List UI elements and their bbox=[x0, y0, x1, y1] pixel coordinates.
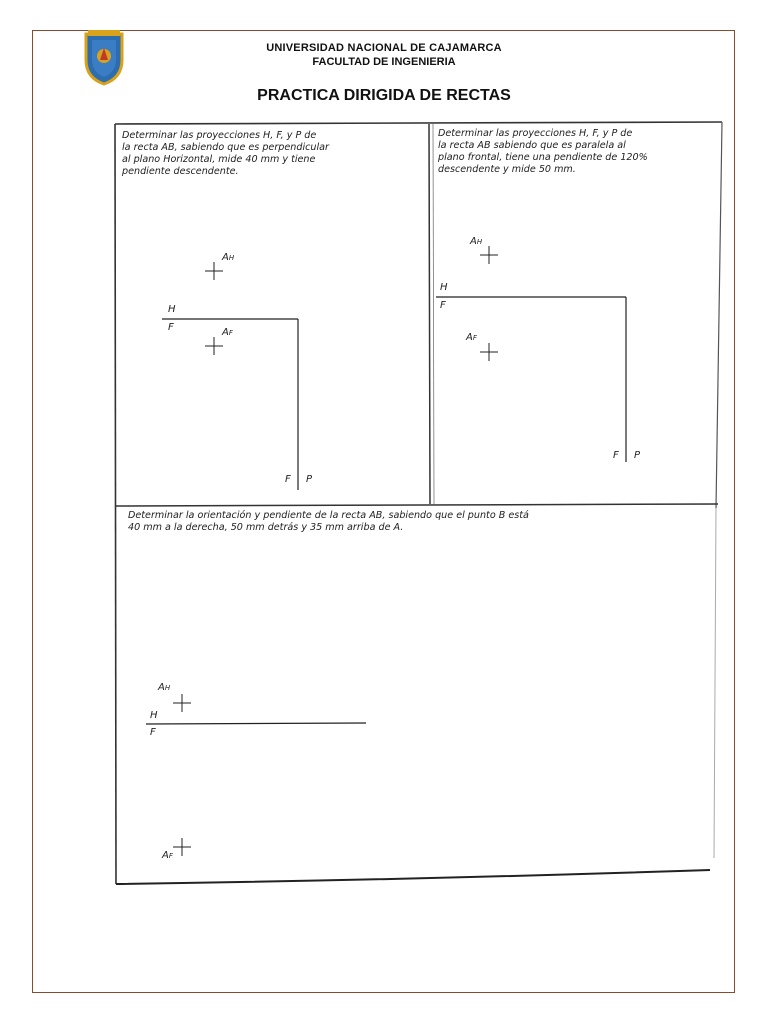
exercise-1-label-fp-f: F bbox=[285, 474, 291, 485]
exercise-2-label-fp-p: P bbox=[634, 450, 641, 461]
exercise-3-line: Determinar la orientación y pendiente de la recta AB, sabiendo que el punto B está bbox=[128, 510, 529, 521]
exercise-1-label-fp-p: P bbox=[306, 474, 313, 485]
exercise-2-label-af: AF bbox=[466, 332, 477, 343]
exercise-1-label-ah: AH bbox=[222, 252, 235, 263]
exercise-3-point-af-marker bbox=[173, 838, 191, 856]
exercise-1-label-h: H bbox=[168, 304, 176, 315]
exercise-1-line: Determinar las proyecciones H, F, y P de bbox=[122, 130, 317, 141]
exercise-2-statement bbox=[438, 128, 728, 176]
exercise-3-label-ah: AH bbox=[158, 682, 171, 693]
exercise-2-point-ah-marker bbox=[480, 246, 498, 264]
exercise-3-label-af: AF bbox=[162, 850, 173, 861]
exercise-1-label-f: F bbox=[168, 322, 174, 333]
exercise-1-point-ah-marker bbox=[205, 262, 223, 280]
exercise-2-line: descendente y mide 50 mm. bbox=[438, 164, 576, 175]
exercise-1-line: la recta AB, sabiendo que es perpendicular bbox=[122, 142, 329, 153]
exercise-1-label-af: AF bbox=[222, 327, 233, 338]
exercise-2-label-ah: AH bbox=[470, 236, 483, 247]
exercise-3-statement bbox=[128, 510, 718, 534]
exercise-1-point-af-marker bbox=[205, 337, 223, 355]
exercise-2-point-af-marker bbox=[480, 343, 498, 361]
exercise-2-label-f: F bbox=[440, 300, 446, 311]
exercise-1-line: al plano Horizontal, mide 40 mm y tiene bbox=[122, 154, 316, 165]
university-name: UNIVERSIDAD NACIONAL DE CAJAMARCA bbox=[266, 42, 502, 54]
exercise-2-line: plano frontal, tiene una pendiente de 120% bbox=[438, 152, 648, 163]
exercise-3-line: 40 mm a la derecha, 50 mm detrás y 35 mm arriba de A. bbox=[128, 522, 404, 533]
sheet-grid bbox=[110, 118, 730, 888]
exercise-1-statement bbox=[122, 130, 422, 178]
exercise-3-point-ah-marker bbox=[173, 694, 191, 712]
exercise-2-line: Determinar las proyecciones H, F, y P de bbox=[438, 128, 633, 139]
exercise-2-label-h: H bbox=[440, 282, 448, 293]
exercise-2-fold-lines bbox=[436, 297, 626, 462]
faculty-name: FACULTAD DE INGENIERIA bbox=[312, 56, 456, 68]
page-title: PRACTICA DIRIGIDA DE RECTAS bbox=[257, 87, 511, 104]
exercise-3-fold-line bbox=[146, 723, 366, 724]
exercise-1-line: pendiente descendente. bbox=[122, 166, 239, 177]
exercise-2-label-fp-f: F bbox=[613, 450, 619, 461]
exercise-3-label-f: F bbox=[150, 727, 156, 738]
exercise-2-line: la recta AB sabiendo que es paralela al bbox=[438, 140, 626, 151]
exercise-sheet bbox=[110, 118, 730, 888]
exercise-1-fold-lines bbox=[162, 319, 298, 490]
exercise-3-label-h: H bbox=[150, 710, 158, 721]
